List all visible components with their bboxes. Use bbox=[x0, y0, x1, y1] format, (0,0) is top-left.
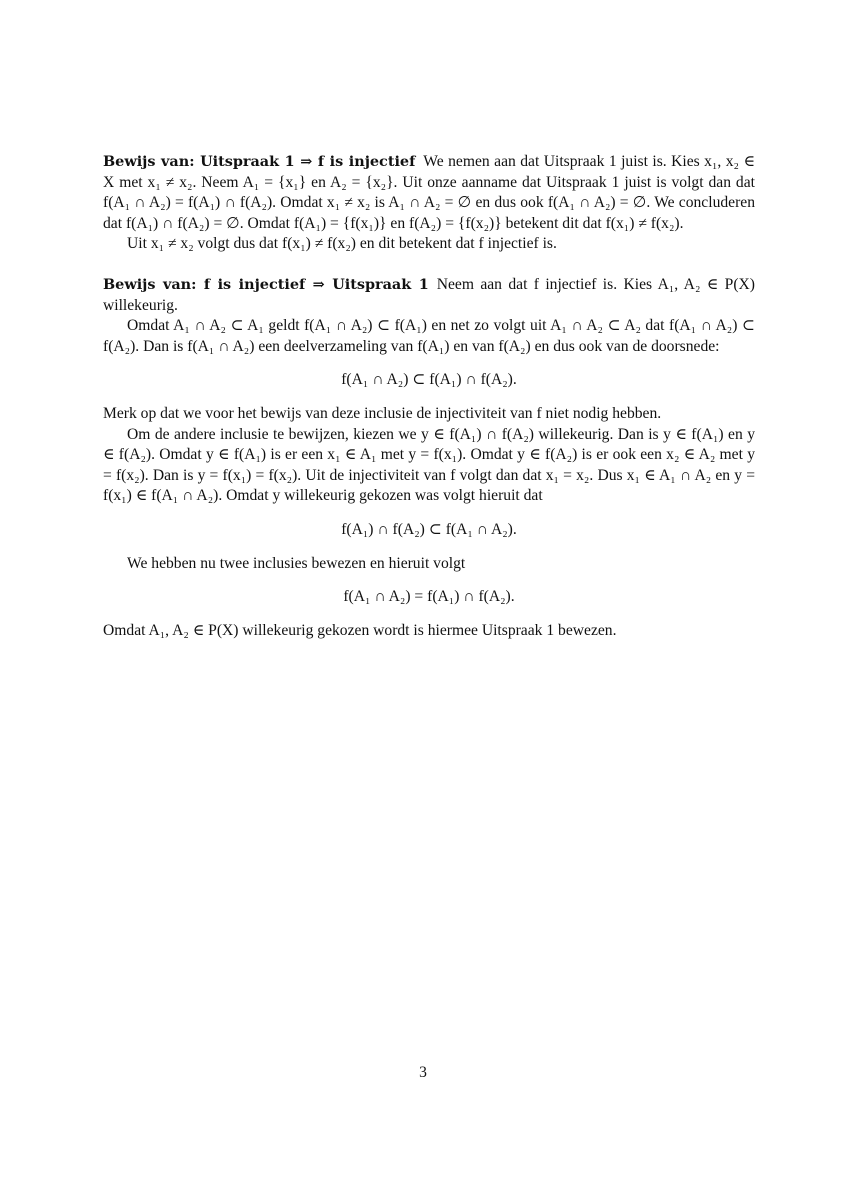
proof2-combine: We hebben nu twee inclusies bewezen en hieruit volgt bbox=[127, 554, 466, 572]
section-gap bbox=[103, 255, 755, 275]
equation-inclusion-2: f(A₁) ∩ f(A₂) ⊂ f(A₁ ∩ A₂). bbox=[341, 520, 517, 538]
proof1-heading: Bewijs van: Uitspraak 1 ⇒ f is injectief bbox=[103, 153, 416, 170]
proof2-conclusion: Omdat A₁, A₂ ∈ P(X) willekeurig gekozen wordt is hiermee Uitspraak 1 bewezen. bbox=[103, 621, 617, 639]
proof2-remark: Merk op dat we voor het bewijs van deze inclusie de injectiviteit van f niet nodig hebben. bbox=[103, 404, 662, 422]
equation-equality: f(A₁ ∩ A₂) = f(A₁) ∩ f(A₂). bbox=[343, 588, 515, 606]
proof1-conclusion: Uit x₁ ≠ x₂ volgt dus dat f(x₁) ≠ f(x₂) en dit betekent dat f injectief is. bbox=[127, 235, 557, 253]
proof2-second-inclusion: Om de andere inclusie te bewijzen, kiezen we y ∈ f(A₁) ∩ f(A₂) willekeurig. Dan is y ∈ f(A₁) en y ∈ f(A₂). Omdat y ∈ f(A₁) is er een x₁ ∈ A₁ met y = f(x₁). Omdat y ∈ f(A₂) is er ook een x₂ ∈ A₂ met y = f(x₂). Dan is y = f(x₁) = f(x₂). Uit de injectiviteit van f volgt dan dat x₁ = x₂. Dus x₁ ∈ A₁ ∩ A₂ en y = f(x₁) ∈ f(A₁ ∩ A₂). Omdat y willekeurig gekozen was volgt hieruit dat bbox=[103, 425, 755, 505]
proof2-heading: Bewijs van: f is injectief ⇒ Uitspraak 1 bbox=[103, 275, 429, 293]
proof2-paragraph bbox=[103, 275, 755, 316]
page-body bbox=[103, 152, 755, 641]
equation-inclusion-1: f(A₁ ∩ A₂) ⊂ f(A₁) ∩ f(A₂). bbox=[341, 371, 517, 389]
proof2-text: Neem aan dat f injectief is. Kies A₁, A₂ ∈ P(X) willekeurig. bbox=[103, 275, 755, 314]
proof1-text: We nemen aan dat Uitspraak 1 juist is. Kies x₁, x₂ ∈ X met x₁ ≠ x₂. Neem A₁ = {x₁} en A₂ = {x₂}. Uit onze aanname dat Uitspraak 1 juist is volgt dan dat f(A₁ ∩ A₂) = f(A₁) ∩ f(A₂). Omdat x₁ ≠ x₂ is A₁ ∩ A₂ = ∅ en dus ook f(A₁ ∩ A₂) = ∅. We concluderen dat f(A₁) ∩ f(A₂) = ∅. Omdat f(A₁) = {f(x₁)} en f(A₂) = {f(x₂)} betekent dit dat f(x₁) ≠ f(x₂). bbox=[103, 153, 755, 232]
proof1-paragraph bbox=[103, 152, 755, 234]
page-number: 3 bbox=[419, 1064, 427, 1081]
proof2-first-inclusion: Omdat A₁ ∩ A₂ ⊂ A₁ geldt f(A₁ ∩ A₂) ⊂ f(A₁) en net zo volgt uit A₁ ∩ A₂ ⊂ A₂ dat f(A₁ ∩ A₂) ⊂ f(A₂). Dan is f(A₁ ∩ A₂) een deelverzameling van f(A₁) en van f(A₂) en dus ook van de doorsnede: bbox=[103, 317, 755, 355]
